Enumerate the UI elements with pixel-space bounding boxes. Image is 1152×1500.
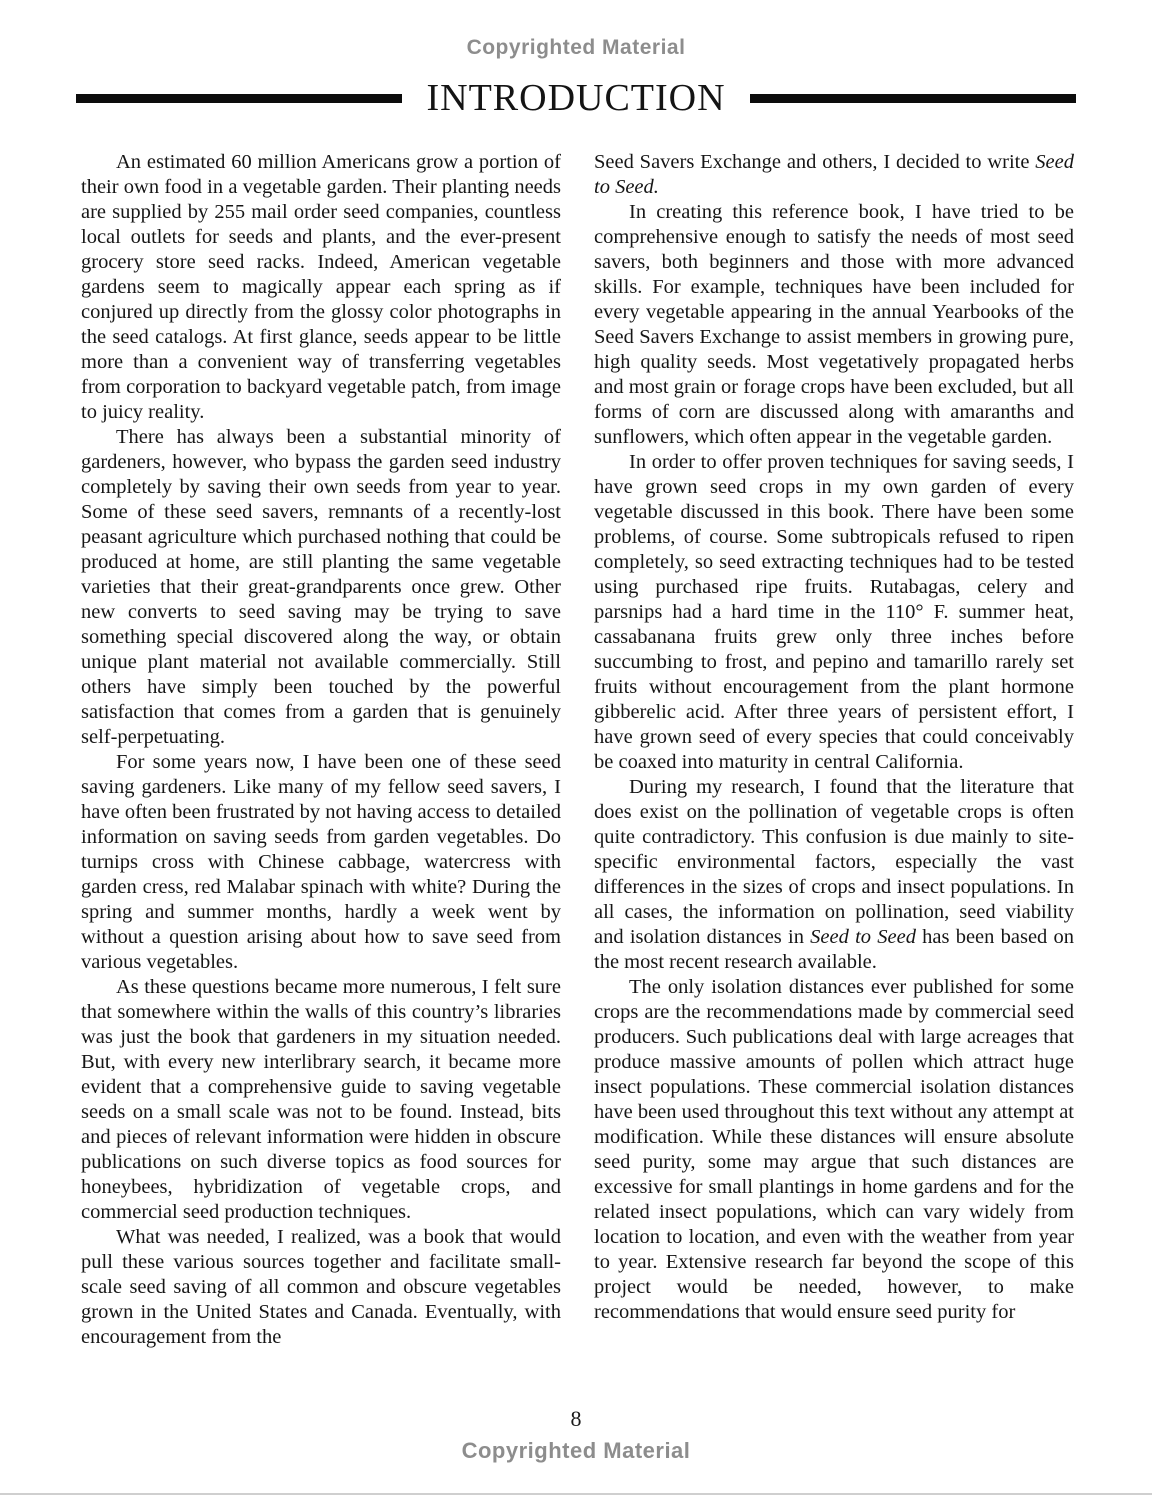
page-number: 8 [570,1406,582,1431]
title-rule-left [76,94,402,103]
paragraph: During my research, I found that the literature that does exist on the pollination of vegetable crops is often quite contradictory. This confusion is due mainly to site-specific environmental factors, especially the vast differences in the sizes of crops and insect populations. In all cases, the information on pollination, seed viability and isolation distances in Seed to Seed has been based on the most recent research available. [594,776,1074,973]
paragraph: In order to offer proven techniques for saving seeds, I have grown seed crops in my own garden of every vegetable discussed in this book. There have been some problems, of course. Some subtropicals refused to ripen completely, so seed extracting techniques had to be tested using purchased ripe fruits. Rutabagas, celery and parsnips had a hard time in the 110° F. summer heat, cassabanana fruits grew only three inches before succumbing to frost, and pepino and tamarillo rarely set fruits without encouragement from the plant hormone gibberelic acid. After three years of persistent effort, I have grown seed of every species that could conceivably be coaxed into maturity in central California. [594,451,1074,773]
paragraph: An estimated 60 million Americans grow a portion of their own food in a vegetable garden. Their planting needs are supplied by 255 mail order seed companies, countless local outlets for seeds and plants, and the ever-present grocery store seed racks. Indeed, American vegetable gardens seem to magically appear each spring as if conjured up directly from the glossy color photographs in the seed catalogs. At first glance, seeds appear to be little more than a convenient way of transferring vegetables from corporation to backyard vegetable patch, from image to juicy reality. [81,151,561,423]
paragraph: There has always been a substantial minority of gardeners, however, who bypass the garden seed industry completely by saving their own seeds from year to year. Some of these seed savers, remnants of a recently-lost peasant agriculture which purchased nothing that could be produced at home, are still planting the same vegetable varieties that their great-grandparents once grew. Other new converts to seed saving may be trying to save something special discovered along the way, or obtain unique plant material not available commercially. Still others have simply been touched by the powerful satisfaction that comes from a garden that is genuinely self-perpetuating. [81,426,561,748]
paragraph: Seed Savers Exchange and others, I decided to write Seed to Seed. [594,151,1074,198]
page-title: INTRODUCTION [426,77,726,119]
paragraph: In creating this reference book, I have tried to be comprehensive enough to satisfy the needs of most seed savers, both beginners and those with more advanced skills. For example, techniques have been included for every vegetable appearing in the annual Yearbooks of the Seed Savers Exchange to assist members in growing pure, high quality seeds. Most vegetatively propagated herbs and most grain or forage crops have been excluded, but all forms of corn are discussed along with amaranths and sunflowers, which often appear in the vegetable garden. [594,201,1074,448]
paragraph: As these questions became more numerous, I felt sure that somewhere within the walls of this country’s libraries was just the book that gardeners in my situation needed. But, with every new interlibrary search, it became more evident that a comprehensive guide to saving vegetable seeds on a small scale was not to be found. Instead, bits and pieces of relevant information were hidden in obscure publications on such diverse topics as food sources for honeybees, hybridization of vegetable crops, and commercial seed production techniques. [81,976,561,1223]
left-column [81,150,561,1395]
copyright-notice-bottom: Copyrighted Material [461,1438,691,1463]
body-text [81,150,1074,1395]
title-row [76,76,1076,120]
paragraph: What was needed, I realized, was a book that would pull these various sources together and facilitate small-scale seed saving of all common and obscure vegetables grown in the United States and Canada. Eventually, with encouragement from the [81,1226,561,1348]
paragraph: The only isolation distances ever published for some crops are the recommendations made by commercial seed producers. Such publications deal with large acreages that produce massive amounts of pollen which attract huge insect populations. These commercial isolation distances have been used throughout this text without any attempt at modification. While these distances will ensure absolute seed purity, some may argue that such distances are excessive for small plantings in home gardens and for the related insect populations, which can vary widely from location to location, and even with the weather from year to year. Extensive research far beyond the scope of this project would be needed, however, to make recommendations that would ensure seed purity for [594,976,1074,1323]
copyright-notice-top: Copyrighted Material [466,36,686,59]
paragraph: For some years now, I have been one of these seed saving gardeners. Like many of my fellow seed savers, I have often been frustrated by not having access to detailed information on saving seeds from garden vegetables. Do turnips cross with Chinese cabbage, watercress with garden cress, red Malabar spinach with white? During the spring and summer months, hardly a week went by without a question arising about how to save seed from various vegetables. [81,751,561,973]
right-column [594,150,1074,1395]
page-footer [0,1406,1152,1464]
scan-edge-line [0,1493,1152,1495]
title-rule-right [750,94,1076,103]
